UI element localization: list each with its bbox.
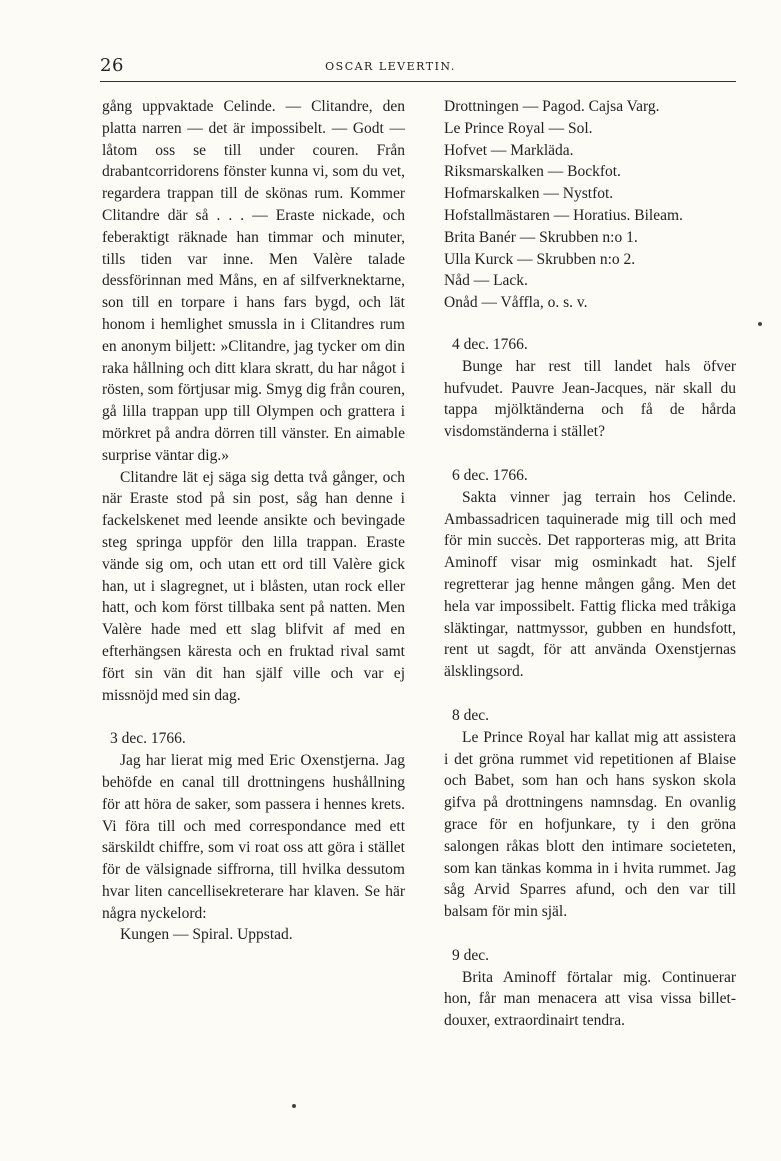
key-line: Riksmarskalken — Bockfot. bbox=[444, 163, 621, 181]
entry-date: 8 dec. bbox=[452, 706, 490, 724]
key-line: Hofmarskalken — Nystfot. bbox=[444, 185, 614, 203]
key-line: Le Prince Royal — Sol. bbox=[444, 119, 593, 137]
key-line: Hofstallmästaren — Horatius. Bileam. bbox=[444, 206, 683, 224]
running-title: OSCAR LEVERTIN. bbox=[325, 60, 456, 73]
entry-date: 4 dec. 1766. bbox=[452, 335, 528, 353]
paragraph: Clitandre lät ej säga sig detta två gånger, och när Eraste stod på sin post, såg han denne i fackelskenet med leende ansikte och bevingade steg springa uppför den lilla trappan. Eraste vände sig om, och utan ett ord till Valère gick han, ut i slagregnet, ut i blåsten, utan rock eller hatt, och kom först tillbaka sent på natten. Men Valère hade med ett slag blifvit af med en efterhängsen käresta och en fruktad rival samt fört sin vän dit han själf ville och var ej missnöjd med sin dag. bbox=[102, 468, 405, 704]
right-column bbox=[444, 96, 736, 1032]
key-line: Onåd — Våffla, o. s. v. bbox=[444, 294, 588, 312]
speck-mark bbox=[292, 1104, 296, 1108]
key-line: Brita Banér — Skrubben n:o 1. bbox=[444, 228, 638, 246]
entry-text: Jag har lierat mig med Eric Oxenstjerna. Jag behöfde en canal till drottningens hushållning för att höra de saker, som passera i hennes krets. Vi föra till och med correspondance med ett särskildt chiffre, som vi roat oss att göra i stället för de välsignade siffrorna, till hvilka dessutom hvar liten cancellisekreterare har klaven. Se här några nyckelord: bbox=[102, 752, 405, 922]
entry-date: 9 dec. bbox=[452, 946, 490, 964]
key-line: Nåd — Lack. bbox=[444, 272, 528, 290]
entry-date: 3 dec. 1766. bbox=[110, 730, 186, 748]
key-line: Drottningen — Pagod. Cajsa Varg. bbox=[444, 98, 660, 115]
speck-mark bbox=[758, 322, 762, 326]
header-rule bbox=[100, 81, 736, 82]
key-line: Hofvet — Markläda. bbox=[444, 141, 574, 159]
entry-text: Sakta vinner jag terrain hos Celinde. Ambassadricen taquinerade mig till och med för min succès. Det rapporteras mig, att Brita Aminoff visar mig osminkadt hat. Sjelf regretterar jag henne mången gång. Men det hela var impossibelt. Fattig flicka med tråkiga släktingar, nattmyssor, gubben en hundsfott, rent ut sagdt, för att använda Oxenstjernas älsklingsord. bbox=[444, 488, 736, 681]
entry-date: 6 dec. 1766. bbox=[452, 466, 528, 484]
page-number: 26 bbox=[100, 55, 124, 76]
key-line: Kungen — Spiral. Uppstad. bbox=[120, 926, 293, 944]
entry-text: Brita Aminoff förtalar mig. Continuerar hon, får man menacera att visa vissa billet-douxer, extraordinairt tendra. bbox=[444, 968, 736, 1030]
key-line: Ulla Kurck — Skrubben n:o 2. bbox=[444, 250, 636, 268]
entry-text: Le Prince Royal har kallat mig att assistera i det gröna rummet vid repetitionen af Blaise och Babet, som han och hans syskon skola gifva på drottningens namnsdag. En ovanlig grace för en hofjunkare, ty i den gröna salongen råkas blott den intimare societeten, som kan tänkas komma in i hvita rummet. Jag såg Arvid Sparres afund, och den var till balsam för min själ. bbox=[444, 728, 736, 921]
left-column bbox=[102, 96, 405, 946]
entry-text: Bunge har rest till landet hals öfver hufvudet. Pauvre Jean-Jacques, när skall du tappa mjölktänderna och få de hårda visdomständerna i stället? bbox=[444, 357, 736, 441]
paragraph: gång uppvaktade Celinde. — Clitandre, den platta narren — det är impossibelt. — Godt — låtom oss se till under couren. Från drabantcorridorens fönster kunna vi, som du vet, regardera trappan till de skönas rum. Kommer Clitandre där så . . . — Eraste nickade, och feberaktigt räknade han timmar och minuter, tills tiden var inne. Men Valère talade dessförinnan med Måns, en af silfverknektarne, son till en torpare i hans fars bygd, och lät honom i hemlighet smussla in i Clitandres rum en anonym biljett: »Clitandre, jag tycker om din raka hållning och ditt klara skratt, du har något i rösten, som förtjusar mig. Smyg dig från couren, gå lilla trappan upp till Olympen och grattera i mörkret på andra dörren till vänster. En aimable surprise väntar dig.» bbox=[102, 98, 405, 464]
